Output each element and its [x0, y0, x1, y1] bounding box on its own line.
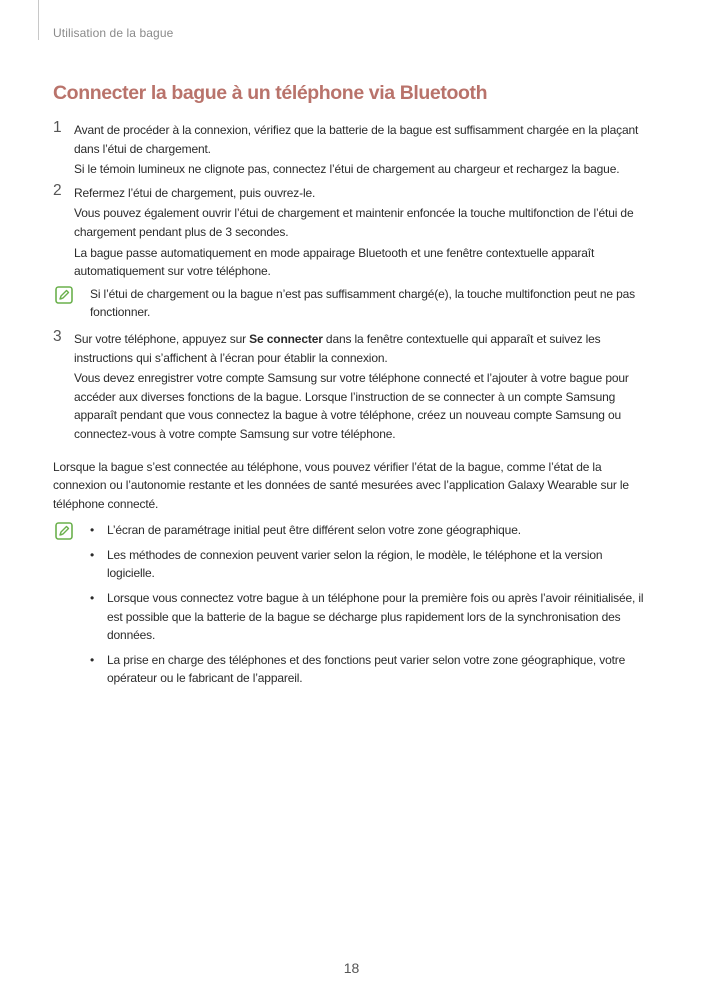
- step-number: 2: [53, 181, 62, 199]
- list-item-text: La prise en charge des téléphones et des fonctions peut varier selon votre zone géographique, votre opérateur ou le fabricant de l’appareil.: [107, 652, 626, 686]
- step-paragraph: [74, 330, 648, 367]
- step-paragraph: Avant de procéder à la connexion, vérifiez que la batterie de la bague est suffisamment chargée en la plaçant dans l’étui de chargement.: [74, 123, 639, 156]
- list-item: [90, 589, 648, 645]
- bullet: •: [90, 547, 95, 562]
- step-paragraph: Vous devez enregistrer votre compte Samsung sur votre téléphone connecté et l’ajouter à votre bague pour accéder aux diverses fonctions de la bague. Lorsque l’instruction de se connecter à un compte Samsung apparaît pendant que vous connectez la bague à votre téléphone, créez un nouveau compte Samsung ou connectez-vous à votre compte Samsung sur votre téléphone.: [74, 371, 629, 441]
- step-number: 1: [53, 119, 62, 136]
- list-item: [90, 521, 648, 540]
- note-pencil-icon: [55, 286, 73, 304]
- list-item-text: L’écran de paramétrage initial peut être différent selon votre zone géographique.: [107, 523, 521, 538]
- step-number: 3: [53, 327, 62, 345]
- bullet: •: [90, 523, 95, 538]
- notes-list: [90, 521, 648, 688]
- header-rule: [38, 0, 39, 40]
- step-paragraph: Si le témoin lumineux ne clignote pas, connectez l’étui de chargement au chargeur et rechargez la bague.: [74, 162, 620, 177]
- list-item-text: Lorsque vous connectez votre bague à un téléphone pour la première fois ou après l’avoir réinitialisée, il est possible que la batterie de la bague se décharge plus rapidement lors de la synchronisation des données.: [107, 591, 644, 643]
- step-paragraph: La bague passe automatiquement en mode appairage Bluetooth et une fenêtre contextuelle apparaît automatiquement sur votre téléphone.: [74, 245, 595, 279]
- page-number: 18: [343, 960, 360, 976]
- note-block: [53, 285, 648, 322]
- list-item-text: Les méthodes de connexion peuvent varier selon la région, le modèle, le téléphone et la version logicielle.: [107, 547, 603, 581]
- notes-block: [53, 521, 648, 688]
- step-3: [53, 327, 648, 444]
- step-paragraph: Vous pouvez également ouvrir l’étui de chargement et maintenir enfoncée la touche multifonction de l’étui de chargement pendant plus de 3 secondes.: [74, 206, 634, 239]
- page-title: Connecter la bague à un téléphone via Bluetooth: [53, 82, 488, 104]
- connect-button-label: Se connecter: [249, 331, 323, 346]
- bullet: •: [90, 591, 95, 606]
- main-content: [53, 121, 648, 694]
- note-text: Si l’étui de chargement ou la bague n’est pas suffisamment chargé(e), la touche multifonction peut ne pas fonctionner.: [90, 286, 636, 320]
- step-2: [53, 181, 648, 281]
- list-item: [90, 651, 648, 688]
- summary-paragraph: Lorsque la bague s’est connectée au téléphone, vous pouvez vérifier l’état de la bague, comme l’état de la connexion ou l’autonomie restante et les données de santé mesurées avec l’application Galaxy Wearable sur le téléphone connecté.: [53, 459, 629, 511]
- step-1: [53, 121, 648, 179]
- note-pencil-icon: [55, 522, 73, 540]
- bullet: •: [90, 652, 95, 667]
- step-intro-text: Sur votre téléphone, appuyez sur: [74, 331, 250, 346]
- list-item: [90, 546, 648, 583]
- step-intro-text: dans la fenêtre contextuelle qui apparaît et suivez les instructions qui s’affichent à l’écran pour établir la connexion.: [74, 331, 601, 365]
- section-header: Utilisation de la bague: [53, 26, 174, 40]
- step-paragraph: Refermez l’étui de chargement, puis ouvrez-le.: [74, 185, 316, 200]
